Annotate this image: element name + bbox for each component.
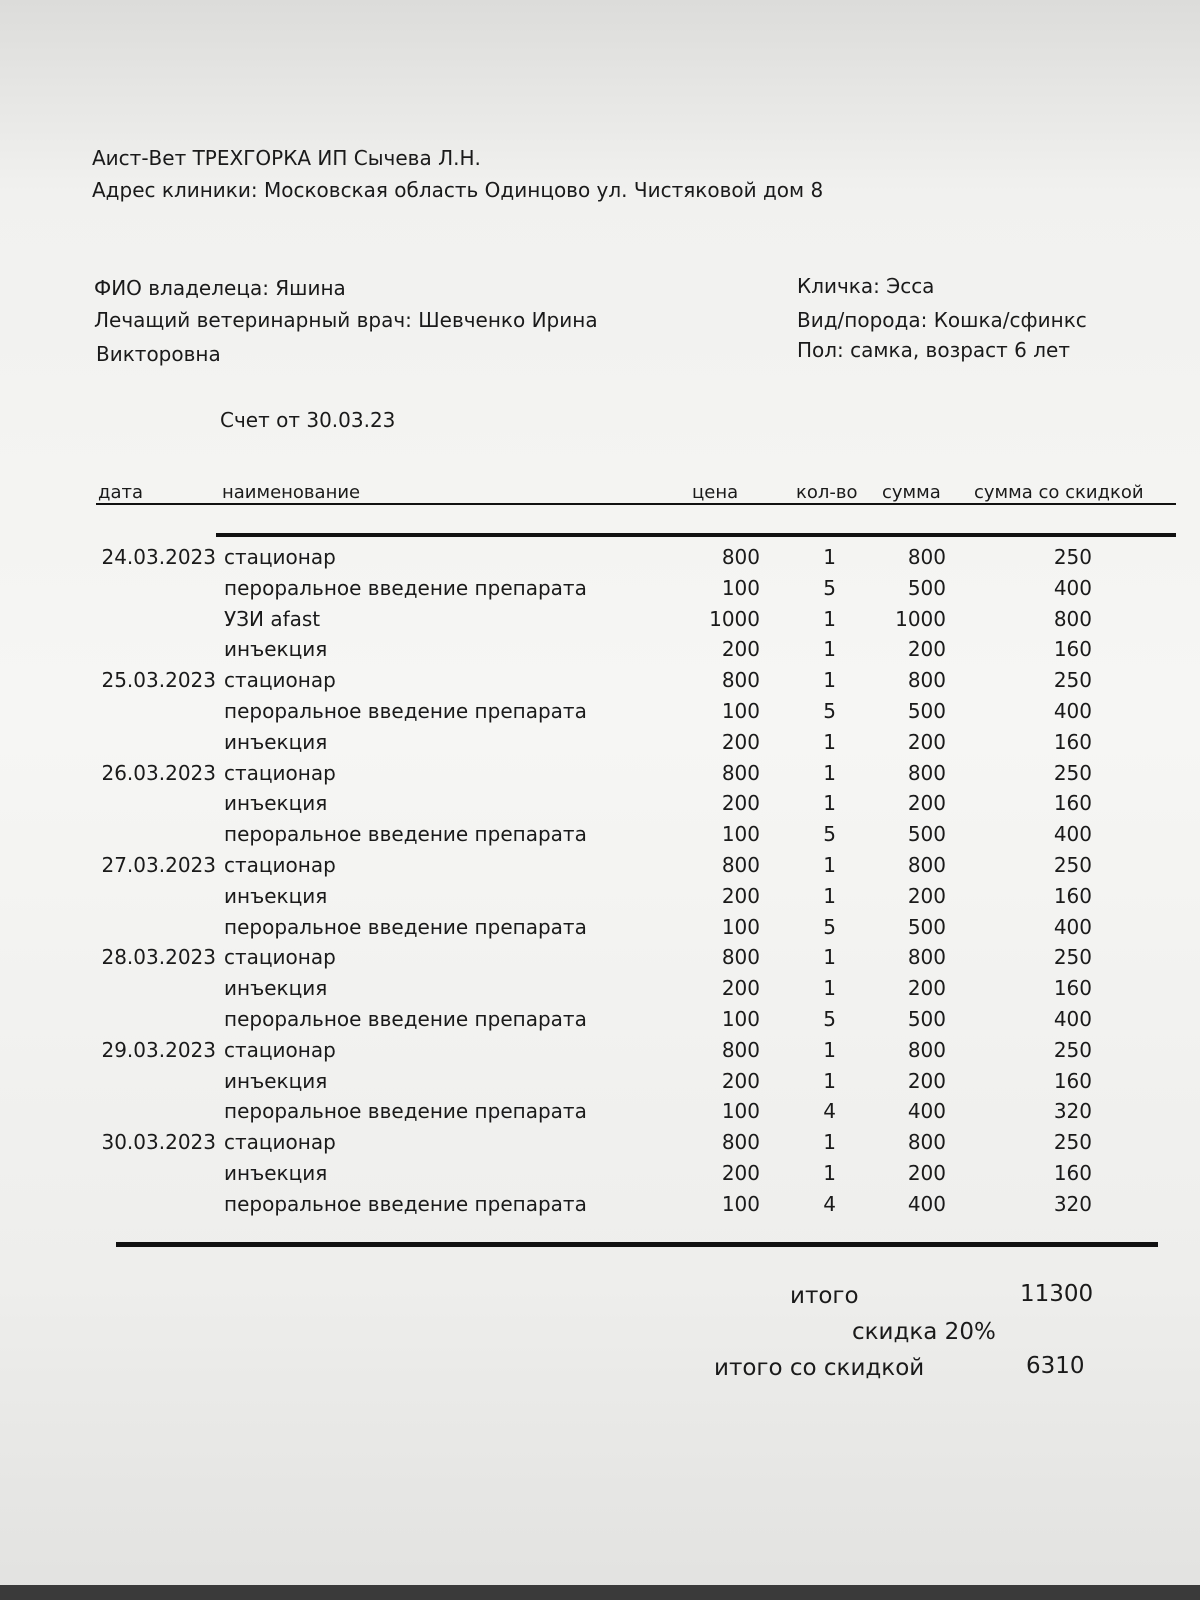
- row-discounted-sum: 320: [1053, 1099, 1092, 1124]
- row-service-name: пероральное введение препарата: [224, 822, 587, 847]
- row-quantity: 1: [823, 883, 836, 908]
- row-quantity: 1: [823, 637, 836, 662]
- row-price: 100: [721, 1099, 760, 1124]
- column-header-sum: сумма: [882, 482, 941, 503]
- table-row: [0, 1035, 1200, 1066]
- row-service-name: инъекция: [224, 1160, 328, 1185]
- row-service-name: пероральное введение препарата: [224, 698, 587, 723]
- row-discounted-sum: 160: [1053, 791, 1092, 816]
- table-bottom-rule: [116, 1242, 1158, 1247]
- row-price: 100: [721, 1191, 760, 1216]
- row-discounted-sum: 250: [1053, 1130, 1092, 1155]
- row-quantity: 1: [823, 945, 836, 970]
- row-discounted-sum: 250: [1053, 1037, 1092, 1062]
- row-service-name: пероральное введение препарата: [224, 1006, 587, 1031]
- row-price: 100: [721, 1006, 760, 1031]
- row-service-name: пероральное введение препарата: [224, 1099, 587, 1124]
- row-price: 800: [721, 1037, 760, 1062]
- row-sum: 200: [907, 1068, 946, 1093]
- table-row: [0, 881, 1200, 912]
- row-sum: 200: [907, 637, 946, 662]
- clinic-address: Адрес клиники: Московская область Одинцово ул. Чистяковой дом 8: [92, 178, 824, 202]
- row-price: 100: [721, 698, 760, 723]
- row-discounted-sum: 400: [1053, 822, 1092, 847]
- row-sum: 800: [907, 668, 946, 693]
- row-price: 800: [721, 945, 760, 970]
- table-row: [0, 727, 1200, 758]
- row-date: 30.03.2023: [101, 1130, 216, 1155]
- column-header-name: наименование: [222, 482, 361, 503]
- row-service-name: инъекция: [224, 1068, 328, 1093]
- row-price: 200: [721, 883, 760, 908]
- row-quantity: 1: [823, 852, 836, 877]
- pet-breed: Вид/порода: Кошка/сфинкс: [797, 308, 1087, 332]
- row-price: 100: [721, 822, 760, 847]
- row-price: 800: [721, 852, 760, 877]
- row-discounted-sum: 160: [1053, 637, 1092, 662]
- table-row: [0, 942, 1200, 973]
- row-discounted-sum: 160: [1053, 883, 1092, 908]
- row-service-name: стационар: [224, 1130, 336, 1155]
- row-date: 26.03.2023: [101, 760, 216, 785]
- row-quantity: 1: [823, 545, 836, 569]
- row-quantity: 1: [823, 1130, 836, 1155]
- discounted-total-value: 6310: [1026, 1353, 1085, 1379]
- row-quantity: 1: [823, 1068, 836, 1093]
- row-date: 27.03.2023: [101, 852, 216, 877]
- row-sum: 400: [907, 1191, 946, 1216]
- row-service-name: стационар: [224, 1037, 336, 1062]
- row-quantity: 1: [823, 729, 836, 754]
- row-sum: 200: [907, 791, 946, 816]
- row-discounted-sum: 250: [1053, 760, 1092, 785]
- row-sum: 200: [907, 883, 946, 908]
- row-sum: 500: [907, 698, 946, 723]
- table-row: [0, 1066, 1200, 1097]
- row-discounted-sum: 250: [1053, 852, 1092, 877]
- row-sum: 200: [907, 729, 946, 754]
- row-price: 200: [721, 791, 760, 816]
- row-quantity: 1: [823, 791, 836, 816]
- row-service-name: УЗИ afast: [224, 606, 321, 631]
- row-sum: 800: [907, 945, 946, 970]
- row-price: 200: [721, 637, 760, 662]
- column-header-date: дата: [98, 482, 143, 503]
- table-row: [0, 1127, 1200, 1158]
- row-service-name: пероральное введение препарата: [224, 914, 587, 939]
- row-price: 100: [721, 575, 760, 600]
- row-service-name: стационар: [224, 545, 336, 569]
- row-service-name: инъекция: [224, 976, 328, 1001]
- table-top-rule: [216, 533, 1176, 537]
- row-service-name: инъекция: [224, 729, 328, 754]
- row-price: 800: [721, 545, 760, 569]
- table-row: [0, 1158, 1200, 1189]
- row-quantity: 5: [823, 914, 836, 939]
- row-quantity: 4: [823, 1099, 836, 1124]
- row-service-name: стационар: [224, 852, 336, 877]
- row-sum: 200: [907, 976, 946, 1001]
- monitor-edge: [0, 1585, 1200, 1600]
- row-sum: 200: [907, 1160, 946, 1185]
- column-header-qty: кол-во: [796, 482, 858, 503]
- row-discounted-sum: 160: [1053, 729, 1092, 754]
- row-discounted-sum: 800: [1053, 606, 1092, 631]
- row-sum: 800: [907, 545, 946, 569]
- discounted-total-label: итого со скидкой: [714, 1355, 925, 1381]
- row-discounted-sum: 160: [1053, 1160, 1092, 1185]
- row-quantity: 1: [823, 606, 836, 631]
- header-divider: [96, 503, 1176, 505]
- row-sum: 400: [907, 1099, 946, 1124]
- row-price: 200: [721, 976, 760, 1001]
- row-sum: 1000: [895, 606, 946, 631]
- row-sum: 800: [907, 1037, 946, 1062]
- row-price: 1000: [709, 606, 760, 631]
- doctor-line-1: Лечащий ветеринарный врач: Шевченко Ирина: [94, 308, 598, 332]
- table-row: [0, 1096, 1200, 1127]
- row-discounted-sum: 400: [1053, 698, 1092, 723]
- table-row: [0, 1189, 1200, 1220]
- row-service-name: инъекция: [224, 791, 328, 816]
- row-date: 25.03.2023: [101, 668, 216, 693]
- row-discounted-sum: 250: [1053, 945, 1092, 970]
- row-discounted-sum: 400: [1053, 575, 1092, 600]
- invoice-table: [0, 542, 1200, 1220]
- table-row: [0, 788, 1200, 819]
- row-service-name: стационар: [224, 945, 336, 970]
- column-header-price: цена: [692, 482, 739, 503]
- row-sum: 800: [907, 852, 946, 877]
- column-header-discounted-sum: сумма со скидкой: [974, 482, 1144, 503]
- row-price: 200: [721, 1068, 760, 1093]
- row-discounted-sum: 400: [1053, 1006, 1092, 1031]
- row-discounted-sum: 400: [1053, 914, 1092, 939]
- row-quantity: 5: [823, 822, 836, 847]
- row-price: 100: [721, 914, 760, 939]
- row-quantity: 4: [823, 1191, 836, 1216]
- table-row: [0, 1004, 1200, 1035]
- row-quantity: 1: [823, 760, 836, 785]
- row-service-name: пероральное введение препарата: [224, 1191, 587, 1216]
- table-row: [0, 912, 1200, 943]
- row-quantity: 5: [823, 698, 836, 723]
- row-price: 800: [721, 668, 760, 693]
- total-value: 11300: [1020, 1281, 1094, 1307]
- pet-sex-age: Пол: самка, возраст 6 лет: [797, 338, 1070, 362]
- table-row: [0, 665, 1200, 696]
- doctor-line-2: Викторовна: [96, 342, 221, 366]
- row-service-name: инъекция: [224, 637, 328, 662]
- row-discounted-sum: 160: [1053, 976, 1092, 1001]
- row-service-name: стационар: [224, 760, 336, 785]
- table-row: [0, 604, 1200, 635]
- table-row: [0, 542, 1200, 573]
- row-quantity: 5: [823, 575, 836, 600]
- row-price: 800: [721, 1130, 760, 1155]
- row-sum: 500: [907, 822, 946, 847]
- row-discounted-sum: 160: [1053, 1068, 1092, 1093]
- row-quantity: 5: [823, 1006, 836, 1031]
- table-row: [0, 696, 1200, 727]
- row-service-name: стационар: [224, 668, 336, 693]
- row-quantity: 1: [823, 976, 836, 1001]
- row-discounted-sum: 320: [1053, 1191, 1092, 1216]
- table-row: [0, 758, 1200, 789]
- row-quantity: 1: [823, 668, 836, 693]
- row-service-name: пероральное введение препарата: [224, 575, 587, 600]
- discount-label: скидка 20%: [852, 1319, 996, 1345]
- row-sum: 500: [907, 575, 946, 600]
- row-quantity: 1: [823, 1037, 836, 1062]
- row-discounted-sum: 250: [1053, 668, 1092, 693]
- row-sum: 500: [907, 914, 946, 939]
- row-discounted-sum: 250: [1053, 545, 1092, 569]
- row-price: 200: [721, 729, 760, 754]
- row-sum: 800: [907, 1130, 946, 1155]
- pet-name: Кличка: Эсса: [797, 274, 935, 298]
- row-price: 200: [721, 1160, 760, 1185]
- table-row: [0, 634, 1200, 665]
- row-sum: 500: [907, 1006, 946, 1031]
- table-row: [0, 819, 1200, 850]
- table-row: [0, 850, 1200, 881]
- owner-name: ФИО владелеца: Яшина: [94, 276, 346, 300]
- clinic-name: Аист-Вет ТРЕХГОРКА ИП Сычева Л.Н.: [92, 146, 481, 170]
- row-price: 800: [721, 760, 760, 785]
- invoice-title: Счет от 30.03.23: [220, 408, 396, 432]
- row-date: 29.03.2023: [101, 1037, 216, 1062]
- row-sum: 800: [907, 760, 946, 785]
- row-date: 24.03.2023: [101, 545, 216, 569]
- row-date: 28.03.2023: [101, 945, 216, 970]
- total-label: итого: [790, 1283, 859, 1309]
- row-quantity: 1: [823, 1160, 836, 1185]
- row-service-name: инъекция: [224, 883, 328, 908]
- table-row: [0, 973, 1200, 1004]
- table-row: [0, 573, 1200, 604]
